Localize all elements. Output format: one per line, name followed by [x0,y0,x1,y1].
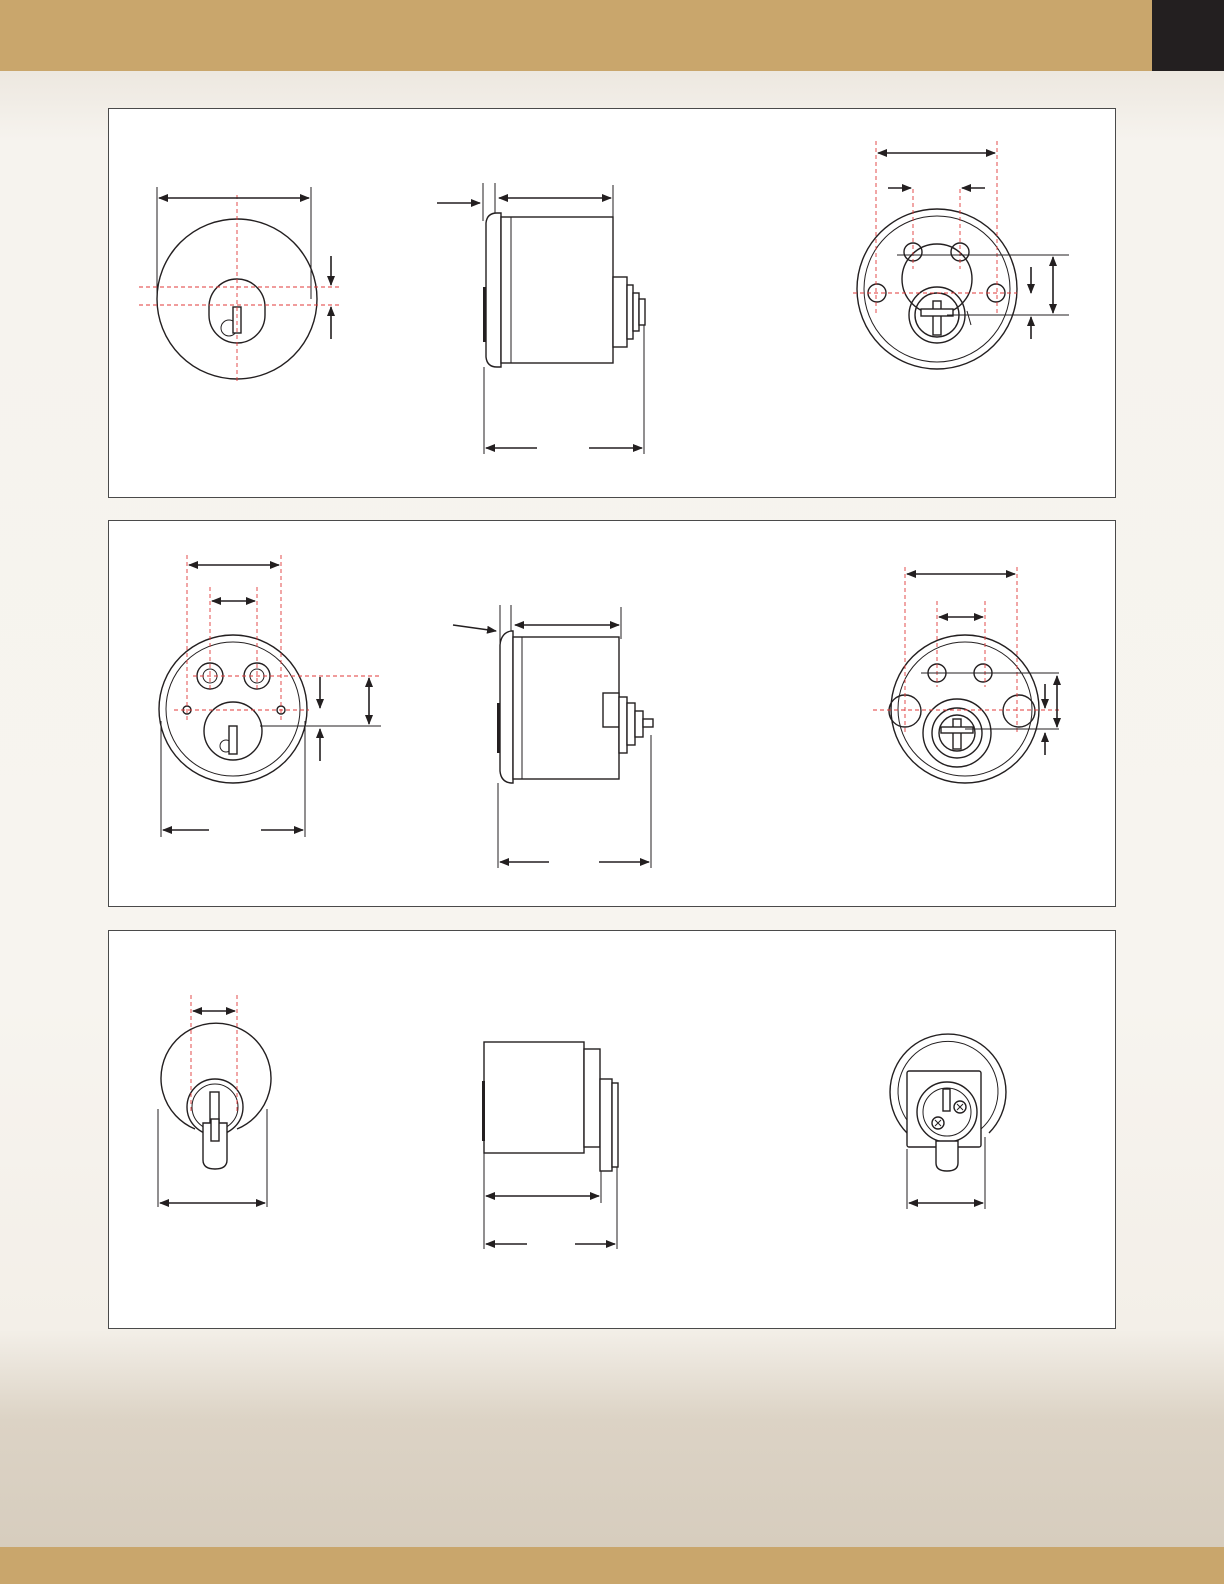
front-view [158,995,271,1207]
panel-3-drawings [109,931,1115,1328]
drawing-panel-1 [108,108,1116,498]
side-view [453,605,653,868]
drawing-panel-2 [108,520,1116,907]
rear-view [853,141,1069,369]
page-tab-marker [1152,0,1224,71]
footer-band [0,1547,1224,1584]
side-view [482,1042,618,1249]
side-view [437,183,645,454]
front-view [139,187,341,381]
drawing-panel-3 [108,930,1116,1329]
front-view [159,555,381,837]
panel-2-drawings [109,521,1115,906]
panel-1-drawings [109,109,1115,497]
rear-view [890,1034,1006,1209]
rear-view [873,567,1061,783]
header-band [0,0,1224,71]
